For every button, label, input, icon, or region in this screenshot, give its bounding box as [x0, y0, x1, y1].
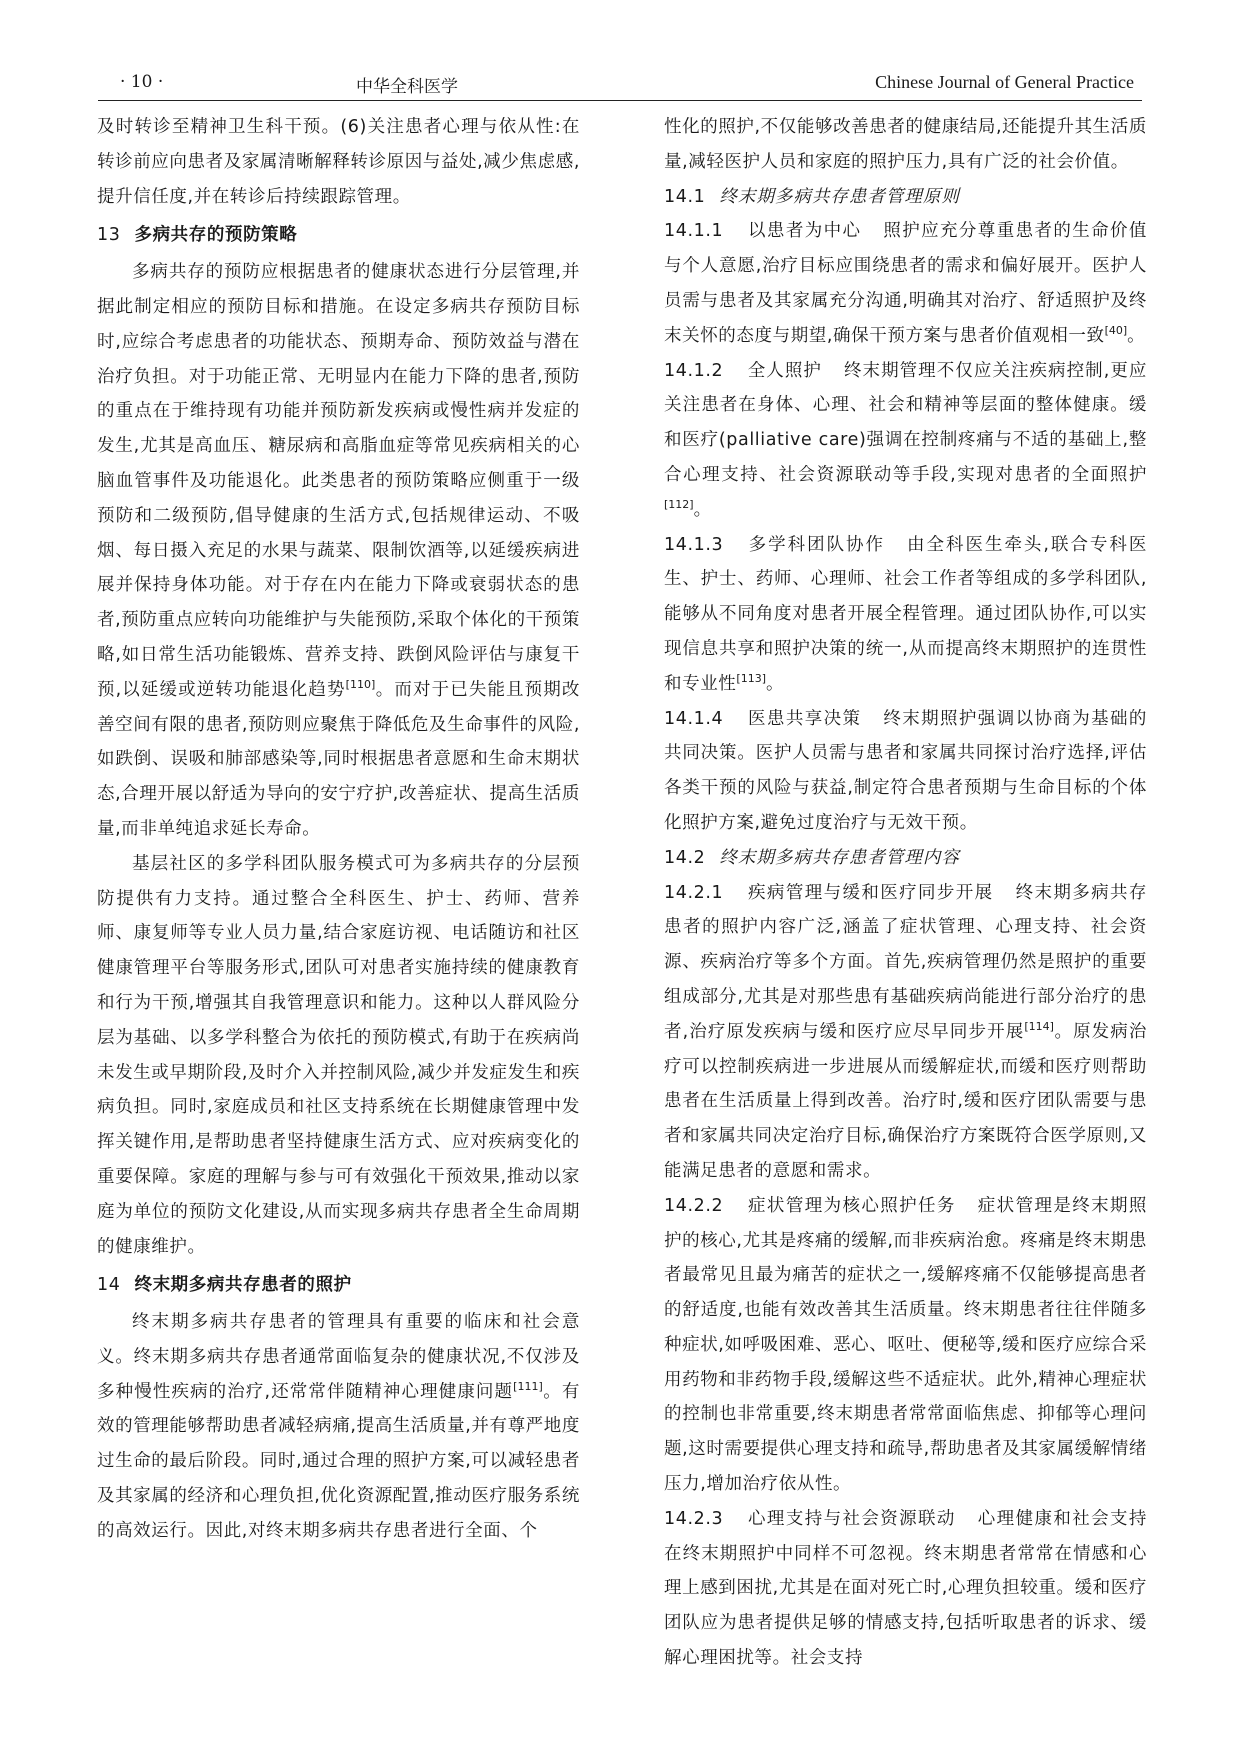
section-title: 终末期多病共存患者的照护: [134, 1275, 352, 1296]
item-14-1-2: [664, 354, 1147, 528]
item-number: 14.1.4: [664, 708, 724, 729]
left-column: [97, 110, 580, 1549]
item-number: 14.1.1: [664, 221, 724, 242]
paragraph: 性化的照护,不仅能够改善患者的健康结局,还能提升其生活质量,减轻医护人员和家庭的照护压力,具有广泛的社会价值。: [664, 117, 1147, 172]
paragraph: 及时转诊至精神卫生科干预。(6)关注患者心理与依从性:在转诊前应向患者及家属清晰解释转诊原因与益处,减少焦虑感,提升信任度,并在转诊后持续跟踪管理。: [97, 117, 580, 207]
subsection-number: 14.1: [664, 186, 706, 207]
item-14-2-2: [664, 1189, 1147, 1502]
item-text: 。: [1127, 325, 1146, 346]
paragraph: [97, 1305, 580, 1549]
subsection-title: 终末期多病共存患者管理原则: [719, 186, 960, 207]
subsection-number: 14.2: [664, 847, 706, 868]
item-number: 14.2.3: [664, 1508, 724, 1529]
item-term: 症状管理为核心照护任务: [747, 1195, 956, 1216]
item-term: 多学科团队协作: [747, 534, 886, 555]
item-text: 。: [693, 499, 712, 520]
item-text: 。原发病治疗可以控制疾病进一步进展从而缓解症状,而缓和医疗则帮助患者在生活质量上得到改善。治疗时,缓和医疗团队需要与患者和家属共同决定治疗目标,确保治疗方案既符合医学原则,又能满足患者的意愿和需求。: [664, 1021, 1148, 1181]
item-number: 14.1.3: [664, 534, 724, 555]
section-heading-13: [97, 218, 580, 253]
item-number: 14.2.1: [664, 882, 724, 903]
item-term: 全人照护: [747, 360, 822, 381]
item-text: 由全科医生牵头,联合专科医生、护士、药师、心理师、社会工作者等组成的多学科团队,能够从不同角度对患者开展全程管理。通过团队协作,可以实现信息共享和照护决策的统一,从而提高终末期照护的连贯性和专业性: [664, 534, 1147, 694]
section-number: 14: [97, 1275, 121, 1296]
citation: [40]: [1104, 323, 1128, 337]
paragraph-text: 多病共存的预防应根据患者的健康状态进行分层管理,并据此制定相应的预防目标和措施。在设定多病共存预防目标时,应综合考虑患者的功能状态、预期寿命、预防效益与潜在治疗负担。对于功能正常、无明显内在能力下降的患者,预防的重点在于维持现有功能并预防新发疾病或慢性病并发症的发生,尤其是高血压、糖尿病和高脂血症等常见疾病相关的心脑血管事件及功能退化。此类患者的预防策略应侧重于一级预防和二级预防,倡导健康的生活方式,包括规律运动、不吸烟、每日摄入充足的水果与蔬菜、限制饮酒等,以延缓疾病进展并保持身体功能。对于存在内在能力下降或衰弱状态的患者,预防重点应转向功能维护与失能预防,采取个体化的干预策略,如日常生活功能锻炼、营养支持、跌倒风险评估与康复干预,以延缓或逆转功能退化趋势: [97, 262, 580, 700]
section-heading-14: [97, 1268, 580, 1303]
item-number: 14.2.2: [664, 1195, 724, 1216]
paragraph: [97, 255, 580, 847]
item-term: 心理支持与社会资源联动: [747, 1508, 956, 1529]
item-14-1-3: [664, 528, 1147, 702]
journal-title-cn: 中华全科医学: [356, 77, 458, 97]
item-term: 以患者为中心: [747, 221, 862, 242]
paragraph-text: 。有效的管理能够帮助患者减轻病痛,提高生活质量,并有尊严地度过生命的最后阶段。同时,通过合理的照护方案,可以减轻患者及其家属的经济和心理负担,优化资源配置,推动医疗服务系统的高效运行。因此,对终末期多病共存患者进行全面、个: [97, 1381, 580, 1541]
item-term: 医患共享决策: [747, 708, 862, 729]
paragraph-text: 。而对于已失能且预期改善空间有限的患者,预防则应聚焦于降低危及生命事件的风险,如跌倒、误吸和肺部感染等,同时根据患者意愿和生命末期状态,合理开展以舒适为导向的安宁疗护,改善症状、提高生活质量,而非单纯追求延长寿命。: [97, 679, 580, 839]
item-text: 。: [766, 673, 785, 694]
page-number: · 10 ·: [120, 72, 164, 92]
item-14-2-1: [664, 876, 1147, 1189]
right-column: [664, 110, 1147, 1676]
item-text: 心理健康和社会支持在终末期照护中同样不可忽视。终末期患者常常在情感和心理上感到困扰,尤其是在面对死亡时,心理负担较重。缓和医疗团队应为患者提供足够的情感支持,包括听取患者的诉求、缓解心理困扰等。社会支持: [664, 1508, 1147, 1669]
citation: [113]: [736, 671, 766, 685]
section-number: 13: [97, 225, 121, 246]
item-text: 照护应充分尊重患者的生命价值与个人意愿,治疗目标应围绕患者的需求和偏好展开。医护人员需与患者及其家属充分沟通,明确其对治疗、舒适照护及终末关怀的态度与期望,确保干预方案与患者价值观相一致: [664, 221, 1147, 346]
item-number: 14.1.2: [664, 360, 724, 381]
item-text: 终末期管理不仅应关注疾病控制,更应关注患者在身体、心理、社会和精神等层面的整体健康。缓和医疗(palliative care)强调在控制疼痛与不适的基础上,整合心理支持、社会资源联动等手段,实现对患者的全面照护: [664, 360, 1148, 485]
item-text: 终末期照护强调以协商为基础的共同决策。医护人员需与患者和家属共同探讨治疗选择,评估各类干预的风险与获益,制定符合患者预期与生命目标的个体化照护方案,避免过度治疗与无效干预。: [664, 708, 1147, 833]
item-14-1-4: [664, 702, 1147, 841]
paragraph-text: 终末期多病共存患者的管理具有重要的临床和社会意义。终末期多病共存患者通常面临复杂的健康状况,不仅涉及多种慢性疾病的治疗,还常常伴随精神心理健康问题: [97, 1312, 580, 1402]
subsection-heading-14-1: [664, 180, 1147, 215]
subsection-title: 终末期多病共存患者管理内容: [719, 847, 960, 868]
item-14-1-1: [664, 214, 1147, 353]
citation: [114]: [1024, 1019, 1054, 1033]
paragraph: 基层社区的多学科团队服务模式可为多病共存的分层预防提供有力支持。通过整合全科医生、护士、药师、营养师、康复师等专业人员力量,结合家庭访视、电话随访和社区健康管理平台等服务形式,团队可对患者实施持续的健康教育和行为干预,增强其自我管理意识和能力。这种以人群风险分层为基础、以多学科整合为依托的预防模式,有助于在疾病尚未发生或早期阶段,及时介入并控制风险,减少并发症发生和疾病负担。同时,家庭成员和社区支持系统在长期健康管理中发挥关键作用,是帮助患者坚持健康生活方式、应对疾病变化的重要保障。家庭的理解与参与可有效强化干预效果,推动以家庭为单位的预防文化建设,从而实现多病共存患者全生命周期的健康维护。: [97, 853, 580, 1257]
citation: [111]: [513, 1379, 543, 1393]
running-header: [98, 70, 1142, 101]
subsection-heading-14-2: [664, 841, 1147, 876]
journal-title-en: Chinese Journal of General Practice: [875, 72, 1134, 92]
citation: [112]: [664, 497, 694, 511]
citation: [110]: [345, 677, 376, 691]
item-text: 症状管理是终末期照护的核心,尤其是疼痛的缓解,而非疾病治愈。疼痛是终末期患者最常见且最为痛苦的症状之一,缓解疼痛不仅能够提高患者的舒适度,也能有效改善其生活质量。终末期患者往往伴随多种症状,如呼吸困难、恶心、呕吐、便秘等,缓和医疗应综合采用药物和非药物手段,缓解这些不适症状。此外,精神心理症状的控制也非常重要,终末期患者常常面临焦虑、抑郁等心理问题,这时需要提供心理支持和疏导,帮助患者及其家属缓解情绪压力,增加治疗依从性。: [664, 1195, 1147, 1495]
item-text: 终末期多病共存患者的照护内容广泛,涵盖了症状管理、心理支持、社会资源、疾病治疗等多个方面。首先,疾病管理仍然是照护的重要组成部分,尤其是对那些患有基础疾病尚能进行部分治疗的患者,治疗原发疾病与缓和医疗应尽早同步开展: [664, 882, 1147, 1042]
item-term: 疾病管理与缓和医疗同步开展: [747, 882, 994, 903]
section-title: 多病共存的预防策略: [134, 225, 298, 246]
item-14-2-3: [664, 1502, 1147, 1676]
